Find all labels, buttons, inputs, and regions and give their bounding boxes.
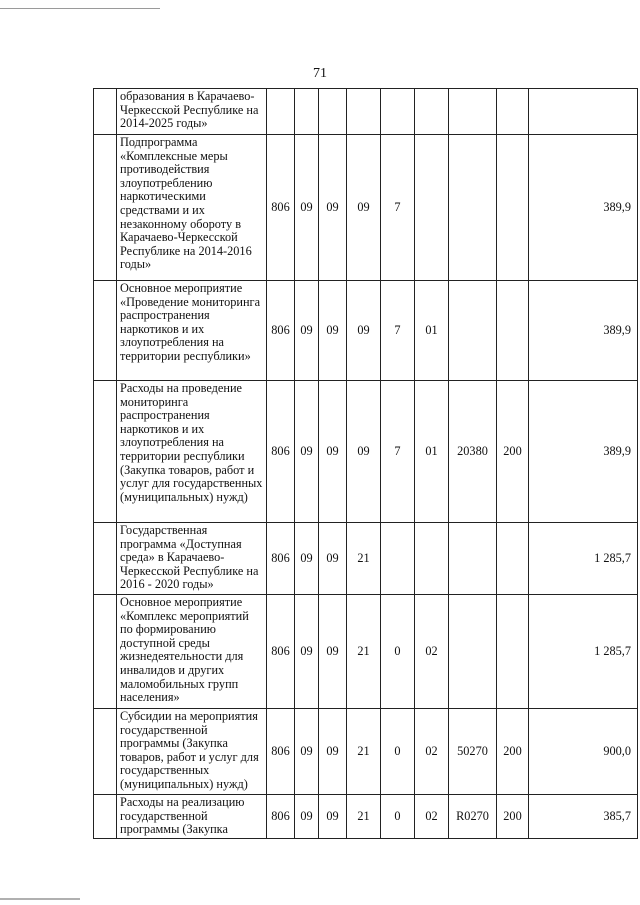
cell-prog: 09: [347, 381, 381, 523]
cell-pr: 09: [319, 281, 347, 381]
table-row: [94, 135, 638, 281]
cell-amount: 900,0: [529, 709, 638, 795]
cell-pr: 09: [319, 709, 347, 795]
cell-vr: 200: [497, 381, 529, 523]
table-row: [94, 795, 638, 839]
cell-prog: [347, 89, 381, 135]
cell-main: [415, 523, 449, 595]
cell-dir: [449, 595, 497, 709]
cell-rz: [295, 89, 319, 135]
scan-edge-line: [0, 8, 160, 9]
cell-grbs: 806: [267, 381, 295, 523]
table-row: [94, 709, 638, 795]
cell-grbs: 806: [267, 523, 295, 595]
cell-amount: 389,9: [529, 135, 638, 281]
cell-pr: 09: [319, 795, 347, 839]
cell-pr: 09: [319, 595, 347, 709]
cell-rz: 09: [295, 523, 319, 595]
cell-main: 02: [415, 595, 449, 709]
row-index-cell: [94, 381, 117, 523]
cell-vr: [497, 523, 529, 595]
cell-amount: 389,9: [529, 281, 638, 381]
cell-vr: 200: [497, 795, 529, 839]
row-name-cell: Расходы на проведение мониторинга распространения наркотиков и их злоупотребления на территории республики (Закупка товаров, работ и услуг для государственных (муниципальных) нужд): [117, 381, 267, 523]
row-name-cell: Субсидии на мероприятия государственной программы (Закупка товаров, работ и услуг для государственных (муниципальных) нужд): [117, 709, 267, 795]
row-index-cell: [94, 523, 117, 595]
cell-prog: 09: [347, 135, 381, 281]
cell-dir: 50270: [449, 709, 497, 795]
cell-dir: [449, 281, 497, 381]
cell-main: 01: [415, 281, 449, 381]
cell-amount: 1 285,7: [529, 523, 638, 595]
cell-prog: 09: [347, 281, 381, 381]
cell-sub: [381, 89, 415, 135]
row-index-cell: [94, 89, 117, 135]
cell-grbs: 806: [267, 281, 295, 381]
table-row: [94, 523, 638, 595]
cell-rz: 09: [295, 595, 319, 709]
cell-prog: 21: [347, 523, 381, 595]
cell-vr: 200: [497, 709, 529, 795]
table-row: [94, 595, 638, 709]
cell-dir: [449, 523, 497, 595]
row-name-cell: Государственная программа «Доступная среда» в Карачаево-Черкесской Республике на 2016 - 2020 годы»: [117, 523, 267, 595]
row-index-cell: [94, 135, 117, 281]
row-index-cell: [94, 595, 117, 709]
cell-sub: 0: [381, 795, 415, 839]
row-index-cell: [94, 281, 117, 381]
cell-prog: 21: [347, 709, 381, 795]
row-name-cell: Основное мероприятие «Комплекс мероприятий по формированию доступной среды жизнедеятельности для инвалидов и других маломобильных групп населения»: [117, 595, 267, 709]
table-row: [94, 89, 638, 135]
cell-pr: 09: [319, 523, 347, 595]
cell-sub: 7: [381, 381, 415, 523]
row-index-cell: [94, 709, 117, 795]
row-name-cell: образования в Карачаево-Черкесской Республике на 2014-2025 годы»: [117, 89, 267, 135]
cell-pr: 09: [319, 381, 347, 523]
cell-amount: 1 285,7: [529, 595, 638, 709]
cell-rz: 09: [295, 795, 319, 839]
cell-sub: 0: [381, 709, 415, 795]
cell-dir: [449, 89, 497, 135]
cell-vr: [497, 89, 529, 135]
cell-amount: [529, 89, 638, 135]
cell-vr: [497, 135, 529, 281]
cell-grbs: [267, 89, 295, 135]
cell-vr: [497, 595, 529, 709]
row-index-cell: [94, 795, 117, 839]
cell-rz: 09: [295, 381, 319, 523]
cell-main: 02: [415, 709, 449, 795]
cell-amount: 385,7: [529, 795, 638, 839]
page-number: 71: [313, 66, 327, 81]
cell-main: 02: [415, 795, 449, 839]
cell-rz: 09: [295, 135, 319, 281]
cell-prog: 21: [347, 595, 381, 709]
cell-dir: [449, 135, 497, 281]
row-name-cell: Подпрограмма «Комплексные меры противодействия злоупотреблению наркотическими средствами и их незаконному обороту в Карачаево-Черкесской Республике на 2014-2016 годы»: [117, 135, 267, 281]
cell-grbs: 806: [267, 795, 295, 839]
budget-table: [93, 88, 638, 839]
cell-dir: R0270: [449, 795, 497, 839]
cell-main: [415, 89, 449, 135]
row-name-cell: Расходы на реализацию государственной программы (Закупка: [117, 795, 267, 839]
cell-dir: 20380: [449, 381, 497, 523]
cell-sub: 0: [381, 595, 415, 709]
cell-grbs: 806: [267, 595, 295, 709]
cell-main: 01: [415, 381, 449, 523]
cell-main: [415, 135, 449, 281]
cell-rz: 09: [295, 281, 319, 381]
scan-edge-line-bottom: [0, 898, 80, 900]
cell-pr: 09: [319, 135, 347, 281]
cell-vr: [497, 281, 529, 381]
cell-amount: 389,9: [529, 381, 638, 523]
cell-grbs: 806: [267, 709, 295, 795]
cell-pr: [319, 89, 347, 135]
cell-rz: 09: [295, 709, 319, 795]
table-row: [94, 381, 638, 523]
cell-sub: 7: [381, 135, 415, 281]
table-row: [94, 281, 638, 381]
cell-sub: 7: [381, 281, 415, 381]
row-name-cell: Основное мероприятие «Проведение мониторинга распространения наркотиков и их злоупотребления на территории республики»: [117, 281, 267, 381]
cell-sub: [381, 523, 415, 595]
cell-grbs: 806: [267, 135, 295, 281]
cell-prog: 21: [347, 795, 381, 839]
